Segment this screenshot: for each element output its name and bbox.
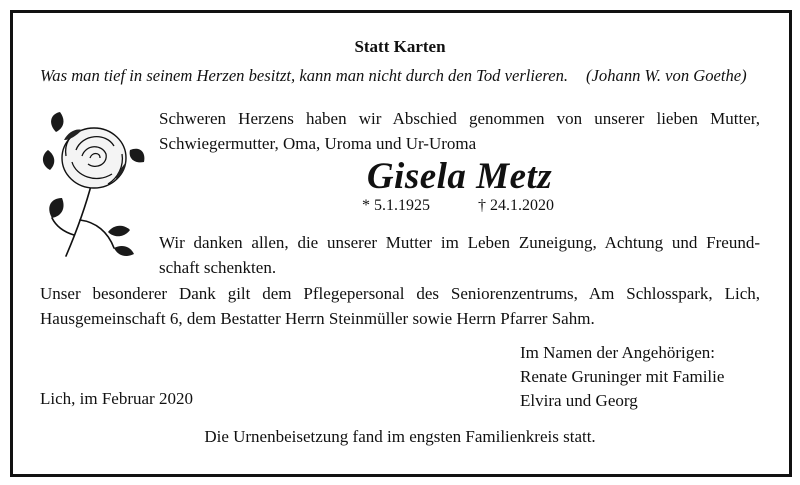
thanks-line-1: Wir danken allen, die unserer Mutter im Leben Zuneigung, Achtung und Freund- bbox=[159, 233, 760, 252]
intro-line-1: Schweren Herzens haben wir Abschied genommen von unserer lieben Mutter, bbox=[159, 109, 760, 128]
intro-line-2: Schwiegermutter, Oma, Uroma und Ur-Uroma bbox=[159, 134, 477, 153]
intro-paragraph bbox=[159, 106, 760, 156]
quote bbox=[40, 66, 747, 86]
signature-block bbox=[520, 341, 724, 413]
special-thanks-line-2: Hausgemeinschaft 6, dem Bestatter Herrn Steinmüller sowie Herrn Pfarrer Sahm. bbox=[40, 309, 595, 328]
special-thanks-line-1: Unser besonderer Dank gilt dem Pflegepersonal des Seniorenzentrums, Am Schlosspark, Lich, bbox=[40, 284, 760, 303]
quote-author: (Johann W. von Goethe) bbox=[586, 66, 747, 85]
birth-date: * 5.1.1925 bbox=[362, 197, 430, 214]
special-thanks-paragraph bbox=[40, 281, 760, 331]
death-date: † 24.1.2020 bbox=[478, 197, 554, 214]
signature-line-1: Im Namen der Angehörigen: bbox=[520, 343, 715, 362]
deceased-name: Gisela Metz bbox=[366, 156, 553, 197]
footer-note: Die Urnenbeisetzung fand im engsten Familienkreis statt. bbox=[204, 427, 596, 446]
signature-line-3: Elvira und Georg bbox=[520, 391, 638, 410]
rose-icon bbox=[36, 110, 148, 260]
signature-line-2: Renate Gruninger mit Familie bbox=[520, 367, 725, 386]
place-date: Lich, im Februar 2020 bbox=[40, 389, 193, 408]
thanks-paragraph bbox=[159, 230, 760, 280]
notice-heading: Statt Karten bbox=[354, 37, 446, 56]
quote-text: Was man tief in seinem Herzen besitzt, kann man nicht durch den Tod verlieren. bbox=[40, 66, 569, 85]
thanks-line-2: schaft schenkten. bbox=[159, 258, 277, 277]
